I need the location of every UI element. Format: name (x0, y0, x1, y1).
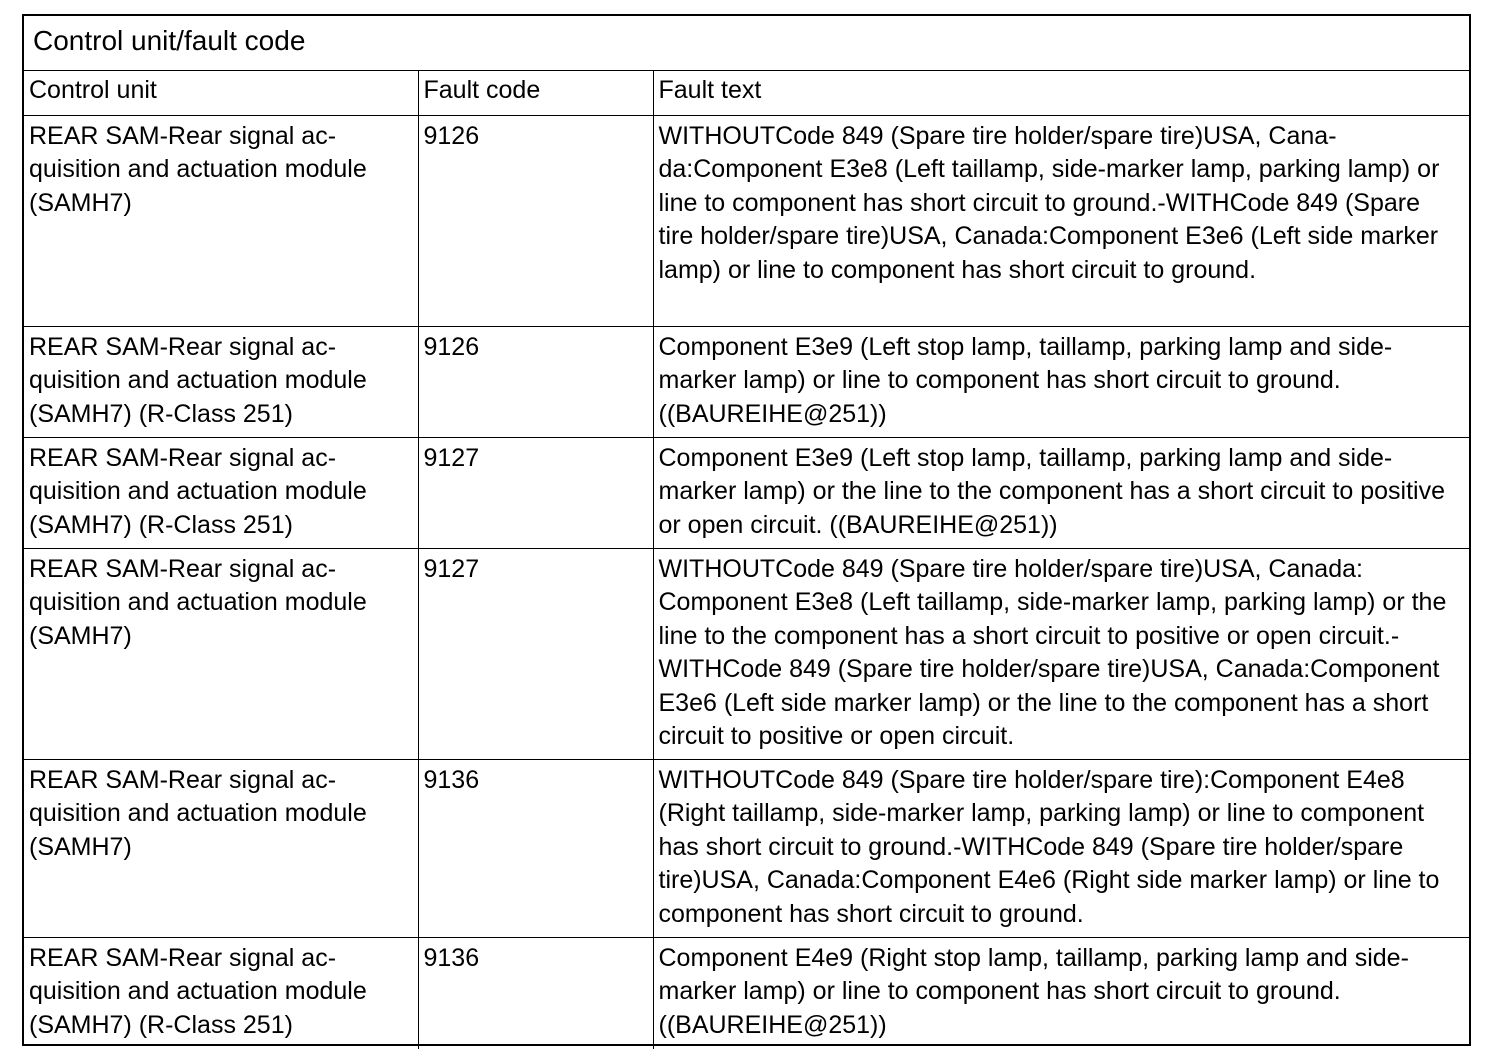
fault-code-table (24, 16, 1469, 1049)
control-unit-cell: REAR SAM-Rear signal acquisition and actuation module (SAMH7) (24, 760, 418, 938)
fault-text-cell: WITHOUTCode 849 (Spare tire holder/spare tire)USA, Canada: Component E3e8 (Left taillamp, side-marker lamp, parking lamp) or the line to the component has a short circuit to positive or open circuit.-WITHCode 849 (Spare tire holder/spare tire)USA, Canada:Component E3e6 (Left side marker lamp) or the line to the component has a short circuit to positive or open circuit. (653, 549, 1469, 760)
fault-code-cell: 9127 (418, 549, 653, 760)
fault-code-cell: 9136 (418, 760, 653, 938)
table-row (24, 438, 1469, 549)
fault-text-cell: WITHOUTCode 849 (Spare tire holder/spare tire)USA, Canada:Component E3e8 (Left taillamp, side-marker lamp, parking lamp) or line to component has short circuit to ground.-WITHCode 849 (Spare tire holder/spare tire)USA, Canada:Component E3e6 (Left side marker lamp) or line to component has short circuit to ground. (653, 116, 1469, 327)
control-unit-cell: REAR SAM-Rear signal acquisition and actuation module (SAMH7) (24, 116, 418, 327)
control-unit-cell: REAR SAM-Rear signal acquisition and actuation module (SAMH7) (R-Class 251) (24, 438, 418, 549)
fault-text-cell: Component E4e9 (Right stop lamp, taillamp, parking lamp and side-marker lamp) or line to component has short circuit to ground. ((BAUREIHE@251)) (653, 938, 1469, 1049)
header-fault-text: Fault text (653, 71, 1469, 116)
header-fault-code: Fault code (418, 71, 653, 116)
table-header-row (24, 71, 1469, 116)
control-unit-cell: REAR SAM-Rear signal acquisition and actuation module (SAMH7) (R-Class 251) (24, 938, 418, 1049)
fault-code-table-frame (22, 14, 1471, 1046)
fault-code-cell: 9127 (418, 438, 653, 549)
fault-text-cell: WITHOUTCode 849 (Spare tire holder/spare tire):Component E4e8 (Right taillamp, side-marker lamp, parking lamp) or line to component has short circuit to ground.-WITHCode 849 (Spare tire holder/spare tire)USA, Canada:Component E4e6 (Right side marker lamp) or line to component has short circuit to ground. (653, 760, 1469, 938)
fault-code-cell: 9126 (418, 116, 653, 327)
table-row (24, 938, 1469, 1049)
header-control-unit: Control unit (24, 71, 418, 116)
control-unit-cell: REAR SAM-Rear signal acquisition and actuation module (SAMH7) (24, 549, 418, 760)
table-row (24, 549, 1469, 760)
table-row (24, 327, 1469, 438)
table-row (24, 760, 1469, 938)
fault-code-cell: 9136 (418, 938, 653, 1049)
control-unit-cell: REAR SAM-Rear signal acquisition and actuation module (SAMH7) (R-Class 251) (24, 327, 418, 438)
fault-text-cell: Component E3e9 (Left stop lamp, taillamp, parking lamp and side-marker lamp) or line to component has short circuit to ground. ((BAUREIHE@251)) (653, 327, 1469, 438)
table-row (24, 116, 1469, 327)
table-caption-row (24, 16, 1469, 71)
fault-text-cell: Component E3e9 (Left stop lamp, taillamp, parking lamp and side-marker lamp) or the line to the component has a short circuit to positive or open circuit. ((BAUREIHE@251)) (653, 438, 1469, 549)
fault-code-cell: 9126 (418, 327, 653, 438)
table-caption: Control unit/fault code (24, 16, 1469, 71)
